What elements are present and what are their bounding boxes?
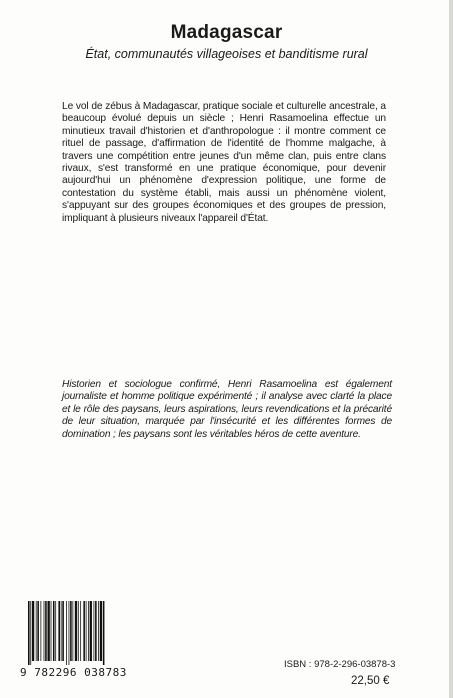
barcode-bar xyxy=(69,601,70,665)
barcode-bar xyxy=(37,601,39,661)
barcode-bar xyxy=(90,601,92,661)
barcode-bar xyxy=(32,601,34,661)
barcode-bar xyxy=(40,601,41,661)
barcode-bar xyxy=(58,601,60,661)
barcode-bar xyxy=(86,601,87,661)
barcode-bar xyxy=(103,601,105,665)
barcode-bar xyxy=(28,601,30,665)
isbn-label: ISBN : 978-2-296-03878-3 xyxy=(284,659,396,670)
book-title: Madagascar xyxy=(170,22,283,43)
barcode-bar xyxy=(61,601,62,661)
barcode-bar xyxy=(30,601,31,665)
barcode-bar xyxy=(70,601,72,661)
barcode-bar xyxy=(45,601,47,661)
barcode-bar xyxy=(78,601,79,661)
barcode-bar xyxy=(100,601,102,661)
barcode-digits: 9 782296 038783 xyxy=(20,666,127,679)
barcode-bar xyxy=(62,601,64,661)
cover-edge xyxy=(449,0,453,698)
barcode-bar xyxy=(98,601,99,661)
barcode-bar xyxy=(72,601,73,661)
description-paragraph: Le vol de zébus à Madagascar, pratique sociale et culturelle ancestrale, a beaucoup évolué depuis un siècle ; Henri Rasamoelina effectue un minutieux travail d'historien et d'anthropologue : il montre comment ce rituel de passage, d'affirmation de l'identité de l'homme malgache, à travers une compétition entre jeunes d'un même clan, puis entre clans rivaux, s'est transformé en une pratique économique, pour devenir aujourd'hui un phénomène d'expression politique, une forme de contestation du système établi, mais aussi un phénomène violent, s'appuyant sur des groupes économiques et des groupes de pression, impliquant à plusieurs niveaux l'appareil d'État. xyxy=(62,101,386,224)
barcode-bar xyxy=(36,601,37,661)
barcode-bar xyxy=(88,601,89,661)
barcode xyxy=(18,601,128,681)
barcode-bar xyxy=(95,601,97,661)
barcode-bars xyxy=(18,601,126,665)
barcode-bar xyxy=(55,601,56,661)
barcode-bar xyxy=(75,601,77,661)
author-note-paragraph: Historien et sociologue confirmé, Henri Rasamoelina est également journaliste et homme politique expérimenté ; il analyse avec clarté la place et le rôle des paysans, leurs aspirations, leurs revendications et la précarité de leur situation, marquée par l'insécurité et les différentes formes de domination ; les paysans sont les véritables héros de cette aventure. xyxy=(62,379,392,440)
barcode-bar xyxy=(83,601,85,661)
barcode-bar xyxy=(66,601,67,665)
barcode-bar xyxy=(94,601,95,661)
barcode-bar xyxy=(53,601,55,661)
barcode-bar xyxy=(51,601,52,661)
book-subtitle: État, communautés villageoises et banditisme rural xyxy=(85,47,368,61)
barcode-bar xyxy=(44,601,45,661)
barcode-bar xyxy=(48,601,50,661)
price-label: 22,50 € xyxy=(351,675,390,687)
barcode-bar xyxy=(80,601,81,661)
